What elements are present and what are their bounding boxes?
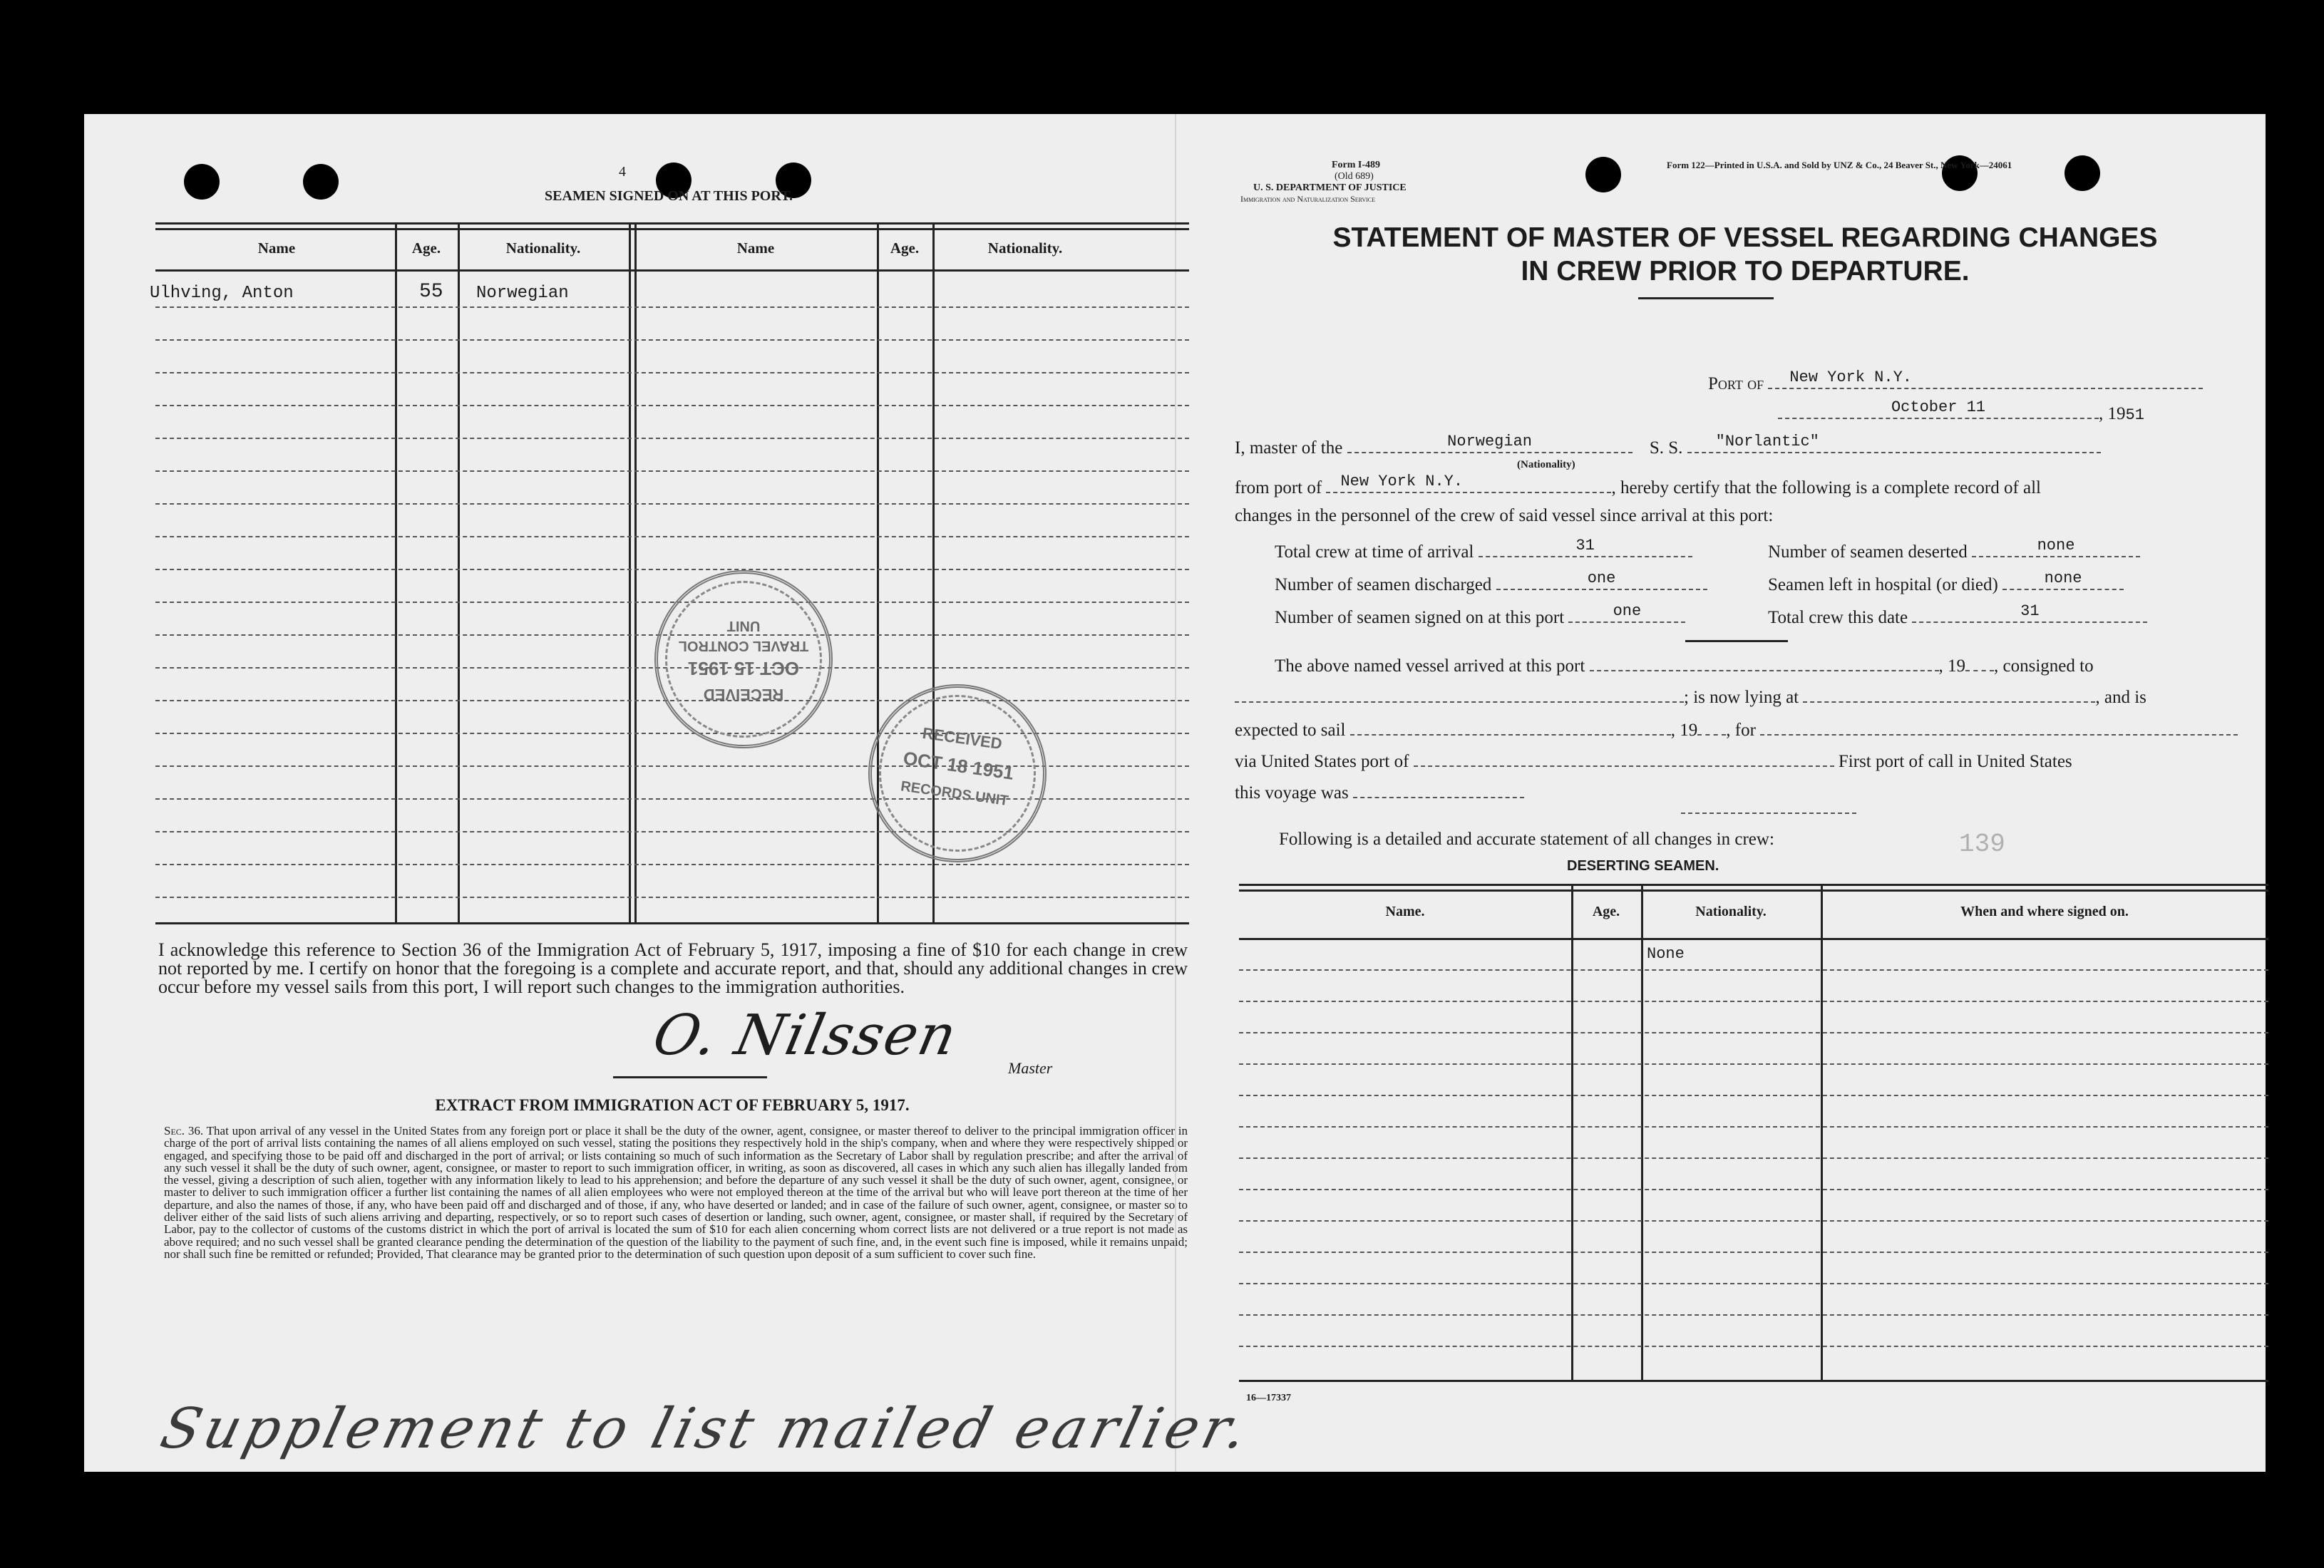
table-bottom-rule — [155, 922, 1189, 924]
expected-field — [1235, 717, 2238, 741]
deserting-header-age: Age. — [1592, 904, 1620, 919]
arrived-label: The above named vessel arrived at this port — [1275, 656, 1585, 676]
column-divider — [395, 222, 397, 922]
footer-code: 16—17337 — [1246, 1393, 1291, 1403]
ss-label: S. S. — [1649, 438, 1683, 458]
from-port-label: from port of — [1235, 478, 1322, 497]
crew-name: Ulhving, Anton — [150, 284, 294, 303]
column-header-name: Name — [736, 239, 775, 257]
department-name: U. S. DEPARTMENT OF JUSTICE — [1253, 182, 1407, 193]
deserting-value: None — [1647, 945, 1685, 963]
extract-text — [164, 1125, 1188, 1260]
vessel-nationality: Norwegian — [1447, 433, 1532, 450]
deserted-value: none — [2037, 537, 2075, 555]
crew-age: 55 — [419, 281, 443, 303]
page-fold — [1175, 114, 1176, 1472]
acknowledgement-text: I acknowledge this reference to Section 36 of the Immigration Act of February 5, 1917, imposing a fine of $10 for each change in crew not reported by me. I certify on honor that the foregoing is a complete and accurate report, and that, should any additional changes in crew occur before my vessel sails from this port, I will report such changes to the immigration authorities. — [158, 939, 1188, 997]
stamp-line: RECEIVED — [921, 723, 1004, 753]
received-travel-control-stamp — [654, 570, 833, 748]
service-name: Immigration and Naturalization Service — [1240, 194, 1376, 204]
total-arrival-value: 31 — [1575, 537, 1595, 555]
column-divider — [458, 222, 460, 922]
arrived-year: , 19 — [1938, 656, 1966, 676]
column-divider — [629, 222, 631, 922]
form-title-line2: IN CREW PRIOR TO DEPARTURE. — [1521, 256, 1970, 287]
printer-line: Form 122—Printed in U.S.A. and Sold by UNZ & Co., 24 Beaver St., New York—24061 — [1667, 160, 2012, 170]
deserting-title: DESERTING SEAMEN. — [1567, 858, 1719, 874]
crew-nationality: Norwegian — [476, 284, 569, 303]
ship-name: "Norlantic" — [1715, 433, 1819, 450]
hospital-label: Seamen left in hospital (or died) — [1768, 575, 1998, 594]
master-of-field — [1235, 435, 2101, 458]
expected-label: expected to sail — [1235, 721, 1346, 740]
from-port-field — [1235, 475, 2041, 498]
total-date-label: Total crew this date — [1768, 608, 1908, 627]
table-top-rule — [155, 228, 1189, 230]
expected-year: , 19 — [1670, 721, 1698, 740]
deserting-divider — [1571, 884, 1573, 1380]
table-top-rule — [155, 222, 1189, 225]
discharged-field — [1275, 569, 1707, 595]
page-number: 4 — [619, 164, 626, 180]
punch-hole — [1585, 157, 1621, 192]
nationality-caption: (Nationality) — [1517, 459, 1575, 470]
first-port-label: First port of call in United States — [1838, 752, 2072, 771]
deserting-header-nationality: Nationality. — [1695, 904, 1767, 919]
for-label: , for — [1726, 721, 1756, 740]
lying-field — [1235, 684, 2146, 708]
port-field — [1708, 368, 2203, 394]
handwritten-note: Supplement to list mailed earlier. — [154, 1397, 1258, 1461]
extract-body: That upon arrival of any vessel in the United States from any foreign port or place it shall be the duty of the owner, agent, consignee, or master thereof to deliver to the principal immigration officer in charge of the port of arrival lists containing the names of all aliens employed on such vessel, stating the positions they respectively hold in the ship's company, when and where they were respectively shipped or engaged, and specifying those to be paid off and discharged in the port of arrival; or lists containing so much of such information as the Secretary of Labor shall by regulation prescribe; and after the arrival of any such vessel it shall be the duty of such owner, agent, consignee, or master to report to such immigration officer, in writing, as soon as discovered, all cases in which any such alien has illegally landed from the vessel, giving a description of such alien, together with any information likely to lead to his apprehension; and before the departure of any such vessel it shall be the duty of such owner, agent, consignee, or master to deliver to such immigration officer a further list containing the names of all alien employees who were not employed thereon at the time of the arrival but who will leave port thereon at the time of her departure, and also the names of those, if any, who have been paid off and discharged and of those, if any, who have deserted or landed; and in case of the failure of such owner, agent, consignee, or master so to deliver either of the said lists of such aliens arriving and departing, respectively, or so to report such cases of desertion or landing, such owner, agent, consignee, or master shall, if required by the Secretary of Labor, pay to the collector of customs of the customs district in which the port of arrival is located the sum of $10 for each alien concerning whom correct lists are not delivered or a true report is not made as above required; and no such vessel shall be granted clearance pending the determination of the question of the liability to the payment of such fine, and, in the event such fine is imposed, while it remains unpaid; nor shall such fine be remitted or refunded; Provided, That clearance may be granted prior to the determination of such question upon deposit of a sum sufficient to cover such fine. — [164, 1124, 1188, 1261]
column-header-nationality: Nationality. — [505, 239, 581, 257]
stamp-date: OCT 15 1951 — [687, 658, 800, 679]
deserting-top-rule — [1239, 889, 2268, 892]
punch-hole — [2065, 155, 2100, 191]
from-port-value: New York N.Y. — [1340, 473, 1464, 490]
port-value: New York N.Y. — [1789, 368, 1912, 386]
total-arrival-field — [1275, 539, 1692, 562]
certify-text: , hereby certify that the following is a complete record of all — [1611, 478, 2042, 497]
signature-line — [613, 1076, 767, 1078]
deserting-header-name: Name. — [1385, 904, 1425, 919]
consigned-label: , consigned to — [1994, 656, 2094, 676]
signed-on-label: Number of seamen signed on at this port — [1275, 608, 1565, 627]
deserting-divider — [1821, 884, 1823, 1380]
column-header-name: Name — [257, 239, 296, 257]
stamp-line: UNIT — [726, 618, 761, 634]
master-of-label: I, master of the — [1235, 438, 1343, 458]
deserting-divider — [1641, 884, 1643, 1380]
column-header-age: Age. — [890, 239, 920, 257]
deserting-header-signed-on: When and where signed on. — [1960, 904, 2129, 919]
stamp-line: TRAVEL CONTROL — [678, 638, 809, 654]
form-title-line1: STATEMENT OF MASTER OF VESSEL REGARDING CHANGES — [1332, 222, 2158, 253]
extract-title: EXTRACT FROM IMMIGRATION ACT OF FEBRUARY 5, 1917. — [435, 1096, 910, 1114]
deserting-bottom-rule — [1239, 1380, 2268, 1382]
extract-section-label: Sec. 36. — [164, 1124, 204, 1138]
deserted-label: Number of seamen deserted — [1768, 542, 1968, 562]
column-header-age: Age. — [411, 239, 441, 257]
deserting-header-rule — [1239, 938, 2268, 940]
port-label: Port of — [1708, 374, 1764, 393]
counts-rule — [1685, 640, 1788, 642]
lying-label: ; is now lying at — [1684, 688, 1799, 707]
voyage-label: this voyage was — [1235, 783, 1349, 803]
deserting-top-rule — [1239, 884, 2268, 886]
form-id: Form I-489 — [1332, 160, 1381, 170]
discharged-value: one — [1587, 569, 1616, 587]
punch-hole — [184, 164, 220, 200]
hospital-field — [1768, 569, 2124, 595]
date-value: October 11 — [1891, 398, 1986, 416]
stamp-date: OCT 18 1951 — [902, 747, 1015, 784]
total-date-value: 31 — [2020, 602, 2040, 620]
via-field — [1235, 748, 2072, 772]
master-signature: O. Nilssen — [647, 1004, 964, 1068]
column-divider — [634, 222, 637, 922]
discharged-label: Number of seamen discharged — [1275, 575, 1492, 594]
following-text: Following is a detailed and accurate statement of all changes in crew: — [1279, 830, 1774, 849]
arrived-field — [1275, 653, 2094, 676]
punch-hole — [303, 164, 339, 200]
section-title: SEAMEN SIGNED ON AT THIS PORT. — [545, 188, 793, 204]
total-date-field — [1768, 604, 2147, 628]
total-arrival-label: Total crew at time of arrival — [1275, 542, 1474, 562]
and-is-label: , and is — [2095, 688, 2146, 707]
signed-on-value: one — [1613, 602, 1642, 620]
changes-text: changes in the personnel of the crew of said vessel since arrival at this port: — [1235, 506, 1774, 525]
signed-on-field — [1275, 604, 1685, 628]
voyage-field — [1235, 780, 1524, 803]
via-label: via United States port of — [1235, 752, 1409, 771]
column-divider — [877, 222, 879, 922]
received-records-unit-stamp — [857, 673, 1058, 874]
date-field — [1778, 398, 2144, 424]
form-title — [1225, 221, 2266, 288]
document-sheet — [84, 114, 2266, 1472]
stamp-line: RECORDS UNIT — [900, 778, 1009, 810]
master-label: Master — [1008, 1059, 1053, 1077]
column-header-nationality: Nationality. — [987, 239, 1063, 257]
deserted-field — [1768, 539, 2140, 562]
page-note: 139 — [1959, 830, 2005, 859]
title-rule — [1638, 297, 1774, 299]
table-header-rule — [155, 269, 1189, 272]
hospital-value: none — [2044, 569, 2082, 587]
voyage-rule — [1681, 813, 1856, 814]
form-old-number: (Old 689) — [1335, 171, 1374, 182]
stamp-line: RECEIVED — [703, 686, 784, 703]
year-prefix: , 19 — [2099, 404, 2126, 423]
year-value: 51 — [2125, 406, 2144, 424]
